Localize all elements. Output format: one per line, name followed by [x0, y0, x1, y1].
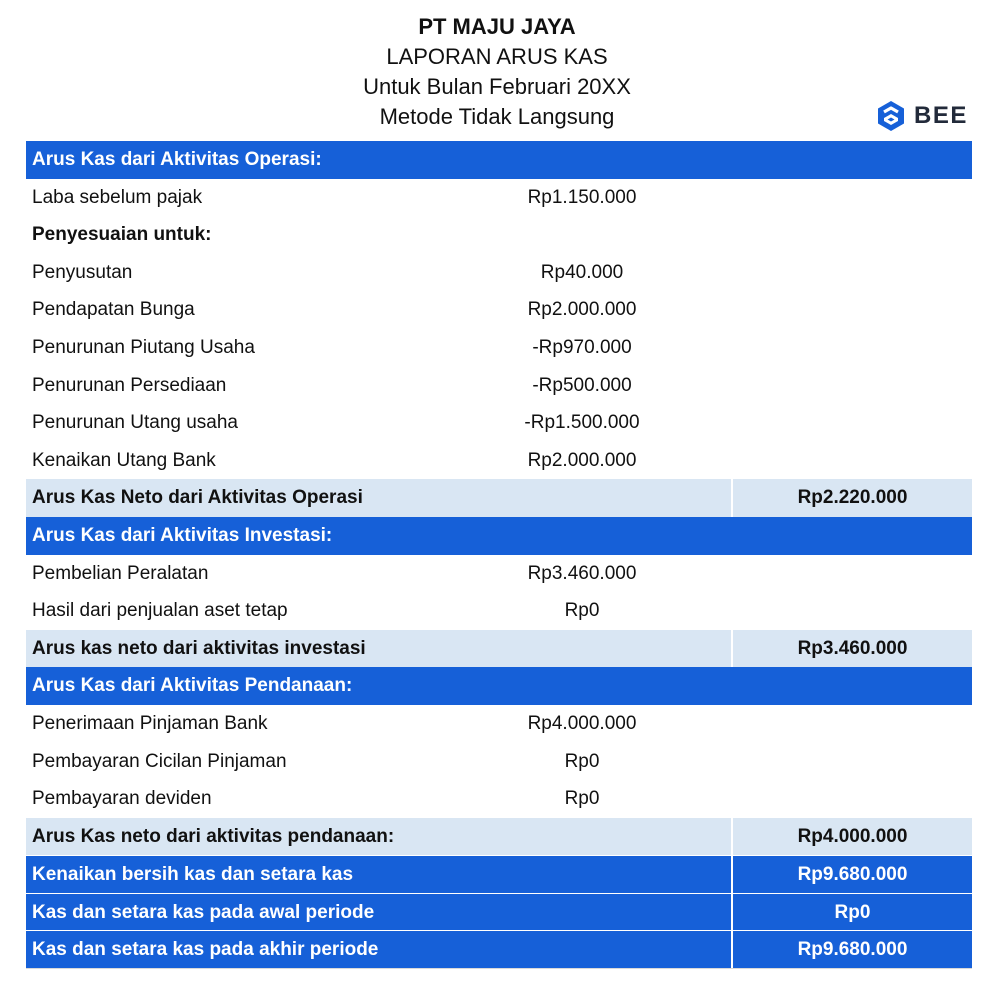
row-value: Rp1.150.000: [527, 186, 637, 208]
row-label: Kas dan setara kas pada akhir periode: [32, 939, 379, 961]
table-row: [26, 592, 972, 630]
row-label: Pembayaran deviden: [32, 788, 212, 810]
row-value: Rp0: [564, 750, 600, 772]
row-value: Rp2.000.000: [527, 299, 637, 321]
row-value: Rp4.000.000: [527, 712, 637, 734]
cash-flow-table: [26, 141, 972, 969]
row-label: Arus Kas neto dari aktivitas pendanaan:: [32, 825, 395, 847]
bee-hexagon-logo-icon: [876, 100, 906, 132]
section-label: Arus Kas dari Aktivitas Pendanaan:: [32, 675, 353, 697]
row-label: Kenaikan bersih kas dan setara kas: [32, 864, 354, 886]
section-investing-heading: [26, 517, 972, 555]
table-row: [26, 555, 972, 593]
row-total: Rp9.680.000: [731, 856, 972, 893]
row-value: Rp2.000.000: [527, 449, 637, 471]
summary-opening-cash-row: [26, 893, 972, 931]
operating-net-row: [26, 479, 972, 517]
company-name: PT MAJU JAYA: [418, 14, 576, 39]
row-label: Penurunan Utang usaha: [32, 412, 238, 434]
row-label: Penyesuaian untuk:: [32, 224, 212, 246]
row-value: Rp0: [564, 788, 600, 810]
row-value: Rp0: [564, 600, 600, 622]
row-label: Arus kas neto dari aktivitas investasi: [32, 637, 366, 659]
row-label: Laba sebelum pajak: [32, 186, 203, 208]
table-row: [26, 705, 972, 743]
report-period: Untuk Bulan Februari 20XX: [363, 74, 631, 99]
row-label: Penurunan Piutang Usaha: [32, 336, 255, 358]
row-total: Rp2.220.000: [731, 479, 972, 517]
table-row: [26, 367, 972, 405]
row-label: Penurunan Persediaan: [32, 374, 227, 396]
row-value: Rp40.000: [540, 261, 624, 283]
row-label: Arus Kas Neto dari Aktivitas Operasi: [32, 487, 363, 509]
row-label: Pembayaran Cicilan Pinjaman: [32, 750, 287, 772]
bee-logo: [876, 99, 968, 133]
row-label: Penerimaan Pinjaman Bank: [32, 712, 268, 734]
section-operating-heading: [26, 141, 972, 179]
investing-net-row: [26, 630, 972, 668]
row-total: Rp0: [731, 894, 972, 931]
row-label: Kenaikan Utang Bank: [32, 449, 216, 471]
row-label: Hasil dari penjualan aset tetap: [32, 600, 288, 622]
summary-net-increase-row: [26, 855, 972, 893]
section-label: Arus Kas dari Aktivitas Operasi:: [32, 149, 322, 170]
report-method: Metode Tidak Langsung: [379, 104, 615, 129]
financing-net-row: [26, 818, 972, 856]
row-value: Rp3.460.000: [527, 562, 637, 584]
report-title: LAPORAN ARUS KAS: [386, 44, 608, 69]
adjustments-heading: [26, 216, 972, 254]
row-total: Rp3.460.000: [731, 630, 972, 668]
row-total: Rp4.000.000: [731, 818, 972, 856]
section-label: Arus Kas dari Aktivitas Investasi:: [32, 524, 333, 546]
table-row: [26, 329, 972, 367]
row-value: -Rp970.000: [532, 336, 632, 358]
section-financing-heading: [26, 667, 972, 705]
report-header: [0, 0, 994, 132]
table-row: [26, 404, 972, 442]
row-label: Pembelian Peralatan: [32, 562, 209, 584]
row-value: -Rp500.000: [532, 374, 632, 396]
table-row: [26, 179, 972, 217]
table-row: [26, 780, 972, 818]
table-row: [26, 254, 972, 292]
row-label: Penyusutan: [32, 261, 133, 283]
table-row: [26, 291, 972, 329]
row-label: Pendapatan Bunga: [32, 299, 195, 321]
row-label: Kas dan setara kas pada awal periode: [32, 901, 375, 923]
table-row: [26, 743, 972, 781]
logo-text: BEE: [914, 102, 968, 129]
row-total: Rp9.680.000: [731, 931, 972, 968]
row-value: -Rp1.500.000: [524, 412, 640, 434]
summary-closing-cash-row: [26, 930, 972, 968]
table-row: [26, 442, 972, 480]
